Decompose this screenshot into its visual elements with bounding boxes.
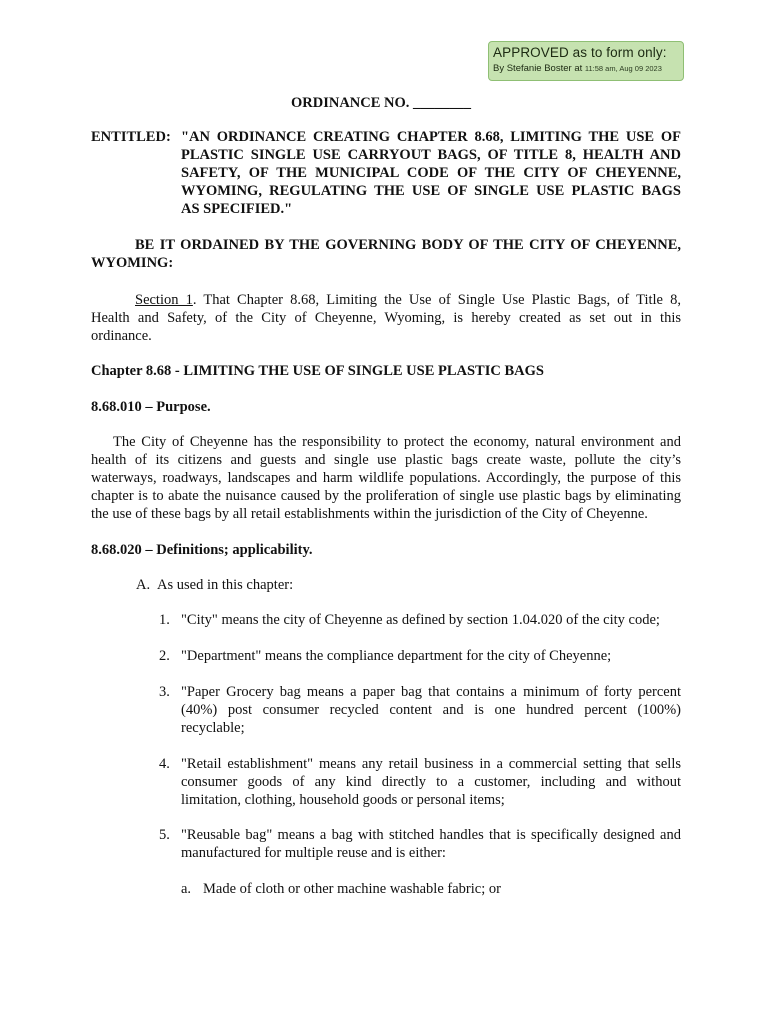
subsection-a-text: As used in this chapter: xyxy=(157,577,294,593)
purpose-paragraph-line: the use of these bags by all retail establishments within the jurisdiction of the City of Cheyenne. xyxy=(91,506,648,522)
approval-stamp xyxy=(488,41,684,81)
definition-number: 2. xyxy=(159,648,170,664)
definitions-heading: 8.68.020 – Definitions; applicability. xyxy=(91,542,313,558)
title-line: WYOMING, REGULATING THE USE OF SINGLE USE PLASTIC BAGS xyxy=(181,183,681,199)
entitled-label: ENTITLED: xyxy=(91,129,171,145)
definition-number: 5. xyxy=(159,827,170,843)
definition-number: 3. xyxy=(159,684,170,700)
title-line: "AN ORDINANCE CREATING CHAPTER 8.68, LIMITING THE USE OF xyxy=(181,129,681,145)
definition-line: manufactured for multiple reuse and is either: xyxy=(181,845,446,861)
definition-line: "Paper Grocery bag means a paper bag that contains a minimum of forty percent xyxy=(181,684,681,700)
section-1-line3: ordinance. xyxy=(91,328,152,344)
purpose-paragraph-line: The City of Cheyenne has the responsibility to protect the economy, natural environment and xyxy=(113,434,681,450)
definition-number: 1. xyxy=(159,612,170,628)
section-1-label: Section 1 xyxy=(135,292,193,308)
stamp-by: By Stefanie Boster at xyxy=(493,63,583,74)
ordained-clause-line1: BE IT ORDAINED BY THE GOVERNING BODY OF THE CITY OF CHEYENNE, xyxy=(135,237,681,253)
ordinance-number: ORDINANCE NO. ________ xyxy=(291,95,472,111)
purpose-paragraph-line: chapter is to abate the nuisance caused by the proliferation of single use plastic bags by eliminating xyxy=(91,488,681,504)
stamp-title: APPROVED as to form only: xyxy=(493,45,667,60)
chapter-heading: Chapter 8.68 - LIMITING THE USE OF SINGLE USE PLASTIC BAGS xyxy=(91,363,544,379)
purpose-heading: 8.68.010 – Purpose. xyxy=(91,399,211,415)
subsection-a-label: A. xyxy=(136,577,151,593)
title-line: SAFETY, OF THE MUNICIPAL CODE OF THE CITY OF CHEYENNE, xyxy=(181,165,681,181)
definition-number: 4. xyxy=(159,756,170,772)
definition-line: consumer goods of any kind directly to a customer, including and without xyxy=(181,774,681,790)
definition-line: limitation, clothing, household goods or personal items; xyxy=(181,792,505,808)
ordinance-title xyxy=(181,128,681,218)
definition-line: "Department" means the compliance department for the city of Cheyenne; xyxy=(181,648,612,664)
definition-line: (40%) post consumer recycled content and is one hundred percent (100%) xyxy=(181,702,681,718)
sub-item-label: a. xyxy=(181,881,192,897)
definition-line: "City" means the city of Cheyenne as defined by section 1.04.020 of the city code; xyxy=(181,612,660,628)
stamp-timestamp: 11:58 am, Aug 09 2023 xyxy=(584,64,662,73)
section-1-text: . That Chapter 8.68, Limiting the Use of Single Use Plastic Bags, of Title 8, xyxy=(192,292,681,308)
title-line: PLASTIC SINGLE USE CARRYOUT BAGS, OF TITLE 8, HEALTH AND xyxy=(181,147,681,163)
definition-line: "Reusable bag" means a bag with stitched handles that is specifically designed and xyxy=(181,827,681,843)
section-1-line2: Health and Safety, of the City of Cheyenne, Wyoming, is hereby created as set out in this xyxy=(91,310,681,326)
sub-item-text: Made of cloth or other machine washable fabric; or xyxy=(203,881,501,897)
title-line: AS SPECIFIED." xyxy=(181,201,293,217)
section-1-line1 xyxy=(135,291,681,309)
purpose-paragraph-line: waterways, roadways, landscapes and harm wildlife populations. Accordingly, the purpose of this xyxy=(91,470,681,486)
stamp-signature-line xyxy=(493,62,679,76)
purpose-paragraph-line: health of its citizens and guests and single use plastic bags create waste, pollute the city’s xyxy=(91,452,681,468)
definition-line: "Retail establishment" means any retail business in a commercial setting that sells xyxy=(181,756,681,772)
ordained-clause-line2: WYOMING: xyxy=(91,255,174,271)
definition-line: recyclable; xyxy=(181,720,245,736)
